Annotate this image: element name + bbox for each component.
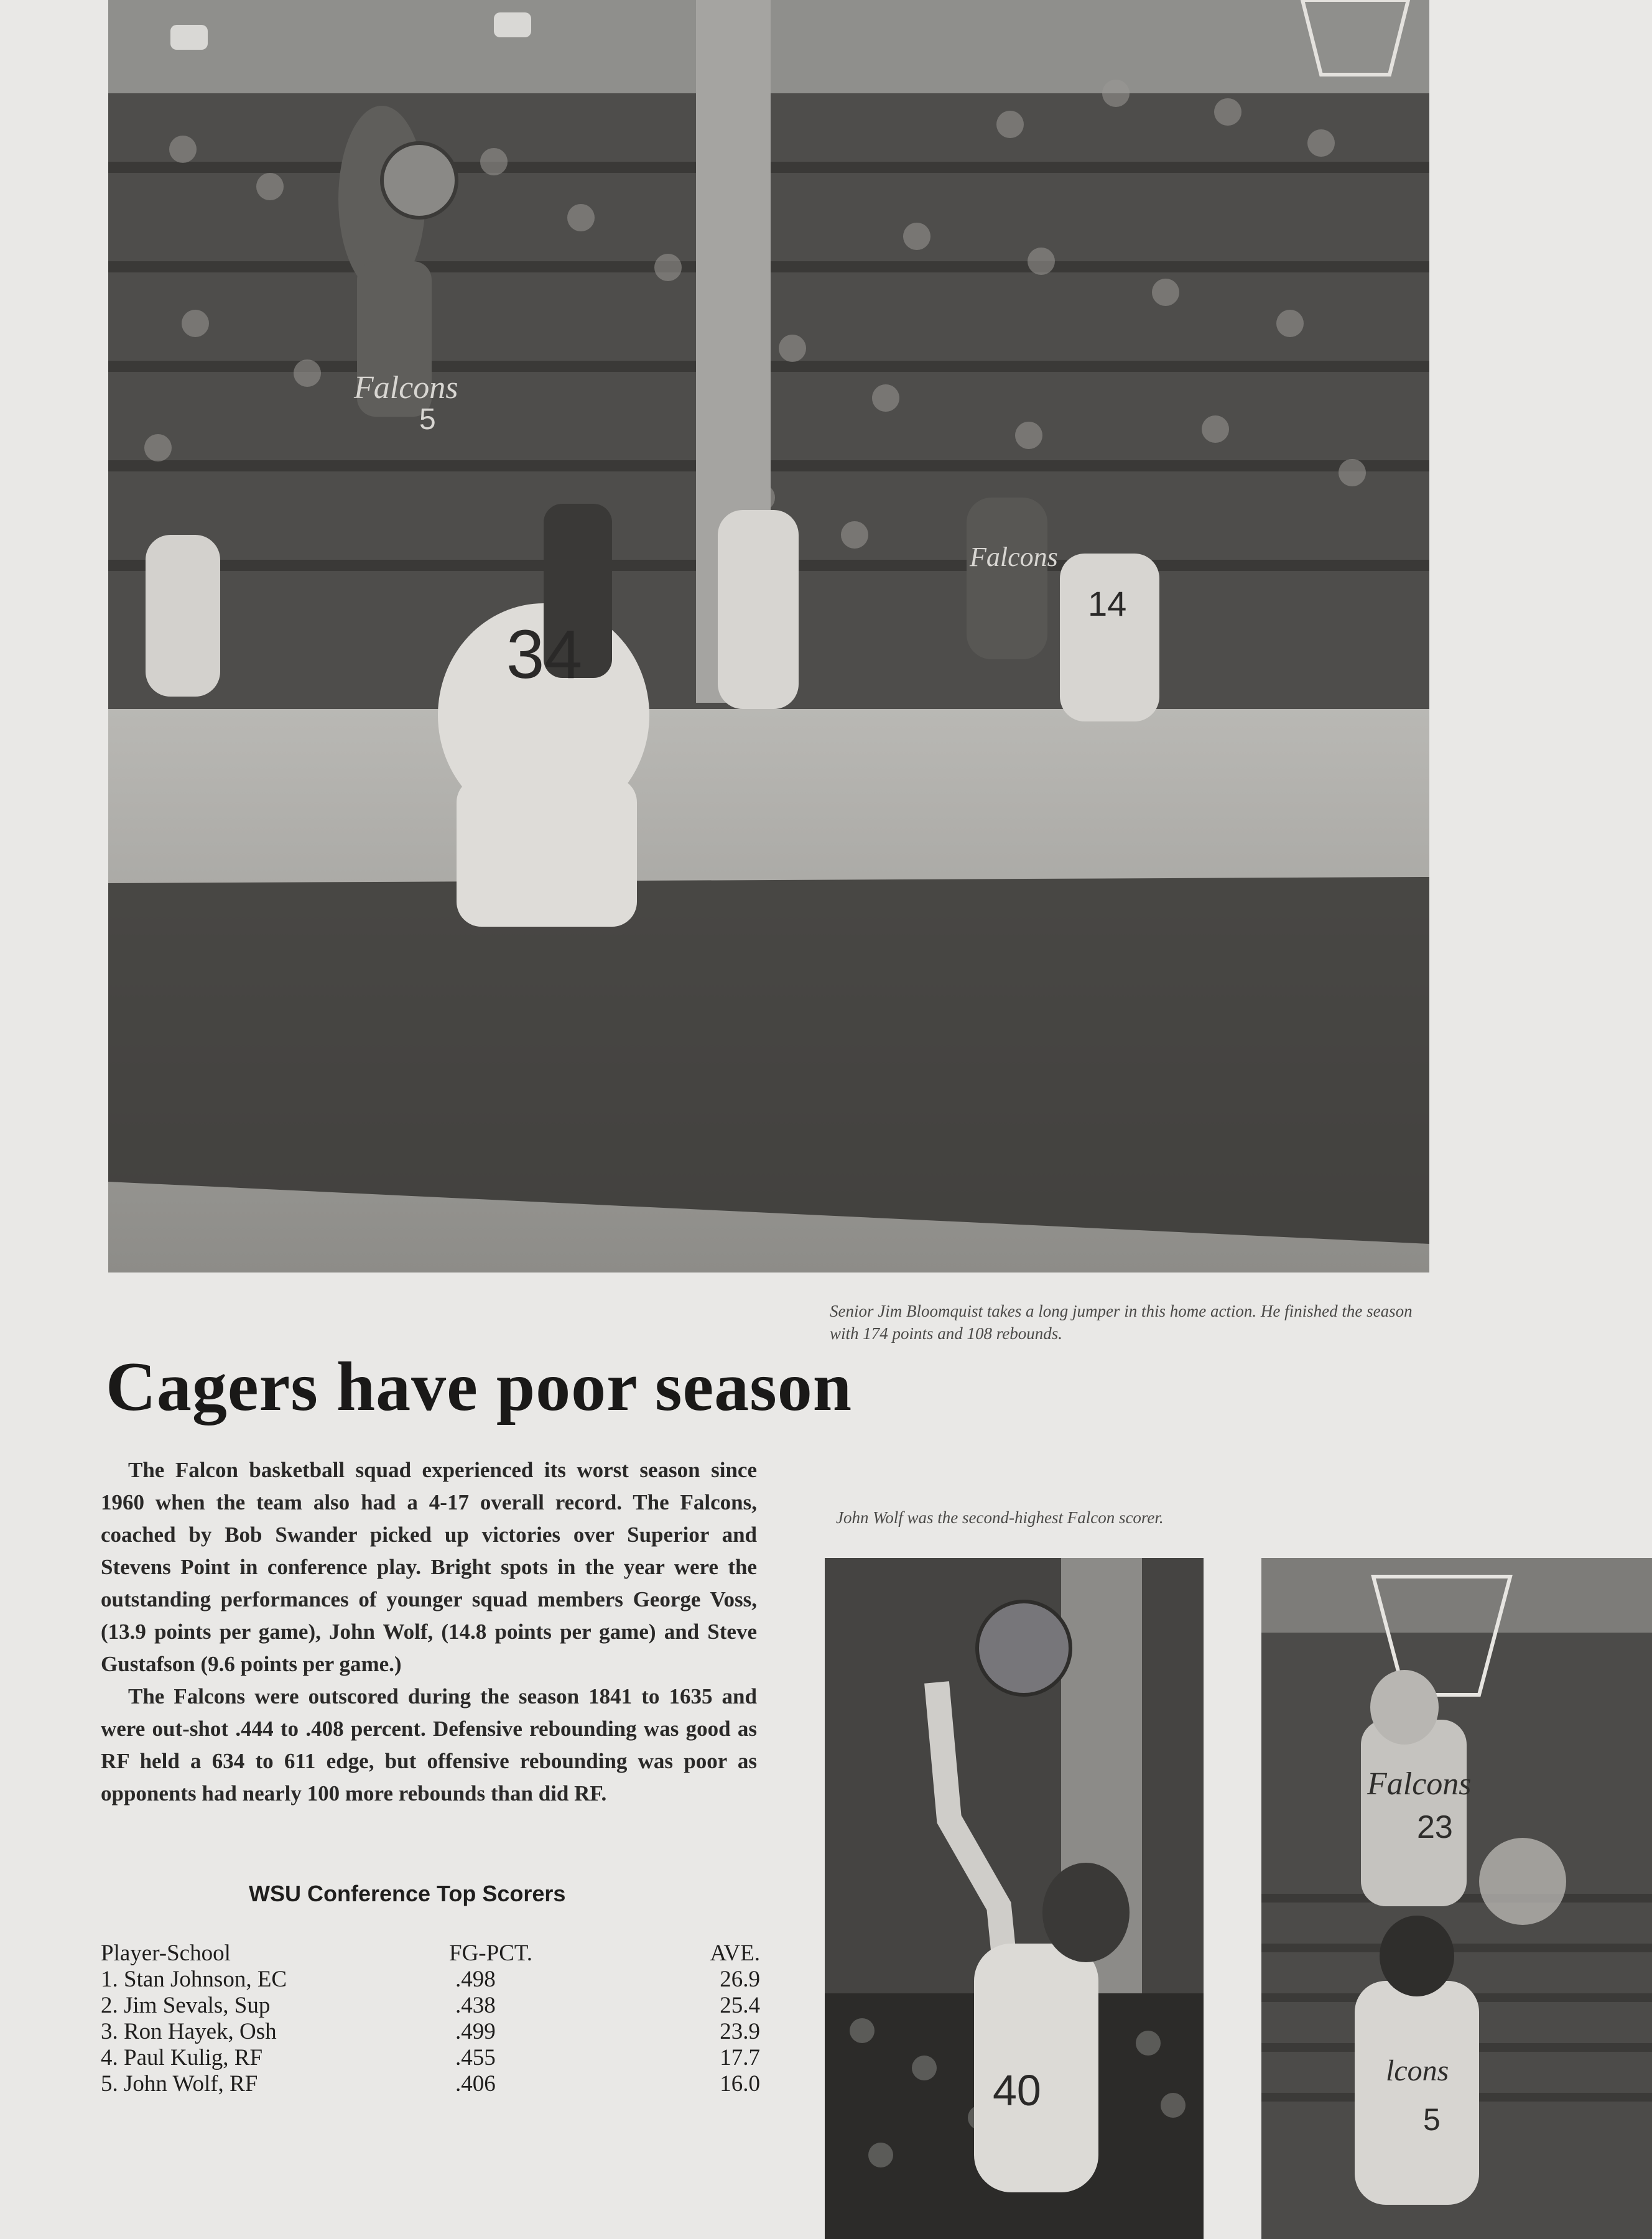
average-cell: 26.9 <box>720 1967 760 1992</box>
average-cell: 17.7 <box>720 2045 760 2070</box>
jersey-text: 14 <box>1088 584 1127 623</box>
article-body <box>101 1454 757 1810</box>
average-cell: 23.9 <box>720 2019 760 2044</box>
fg-pct-cell: .455 <box>455 2045 496 2070</box>
table-row <box>101 1993 760 2019</box>
basketball-icon <box>382 143 457 218</box>
jersey-text: 34 <box>506 616 583 693</box>
column-header-fg-pct: FG-PCT. <box>449 1940 532 1966</box>
player-cell: 1. Stan Johnson, EC <box>101 1967 287 1992</box>
player-cell: 3. Ron Hayek, Osh <box>101 2019 277 2044</box>
table-row <box>101 2045 760 2071</box>
average-cell: 25.4 <box>720 1993 760 2018</box>
article-paragraph: The Falcons were outscored during the season 1841 to 1635 and were out-shot .444 to .408 percent. Defensive rebounding was good as RF held a 634 to 611 edge, but offensive rebounding was poor as opponents had nearly 100 more rebounds than did RF. <box>101 1684 757 1806</box>
column-header-average: AVE. <box>710 1940 760 1966</box>
column-header-player: Player-School <box>101 1940 231 1966</box>
jersey-text: 40 <box>993 2066 1041 2115</box>
table-header-row <box>101 1940 760 1967</box>
player-cell: 5. John Wolf, RF <box>101 2071 258 2097</box>
jersey-text: Falcons <box>970 542 1058 572</box>
player-cell: 2. Jim Sevals, Sup <box>101 1993 271 2018</box>
jersey-text: lcons <box>1386 2054 1449 2087</box>
scorers-table-title: WSU Conference Top Scorers <box>249 1881 566 1906</box>
jersey-text: 5 <box>1423 2102 1441 2137</box>
jersey-text: Falcons <box>354 370 458 406</box>
fg-pct-cell: .498 <box>455 1967 496 1992</box>
shooter-photo <box>825 1558 1204 2239</box>
wolf-photo-caption: John Wolf was the second-highest Falcon scorer. <box>836 1508 1164 1527</box>
scorers-table <box>101 1940 760 2097</box>
article-paragraph: The Falcon basketball squad experienced its worst season since 1960 when the team also had a 4-17 overall record. The Falcons, coached by Bob Swander picked up victories over Superior and Stevens Point in conference play. Bright spots in the year were the outstanding performances of younger squad members George Voss, (13.9 points per game), John Wolf, (14.8 points per game) and Steve Gustafson (9.6 points per game.) <box>101 1458 757 1676</box>
main-photo-caption: Senior Jim Bloomquist takes a long jumper in this home action. He finished the season with 174 points and 108 rebounds. <box>830 1302 1413 1343</box>
jersey-text: 23 <box>1417 1809 1453 1845</box>
jersey-text: 5 <box>419 403 436 436</box>
basketball-icon <box>977 1602 1070 1695</box>
main-action-photo <box>108 0 1429 1272</box>
table-row <box>101 2019 760 2045</box>
table-row <box>101 2071 760 2097</box>
fg-pct-cell: .499 <box>455 2019 496 2044</box>
table-row <box>101 1967 760 1993</box>
dunk-photo <box>1261 1558 1652 2239</box>
page-title: Cagers have poor season <box>106 1348 853 1425</box>
player-cell: 4. Paul Kulig, RF <box>101 2045 263 2070</box>
jersey-text: Falcons <box>1367 1766 1472 1802</box>
fg-pct-cell: .438 <box>455 1993 496 2018</box>
average-cell: 16.0 <box>720 2071 760 2097</box>
fg-pct-cell: .406 <box>455 2071 496 2097</box>
